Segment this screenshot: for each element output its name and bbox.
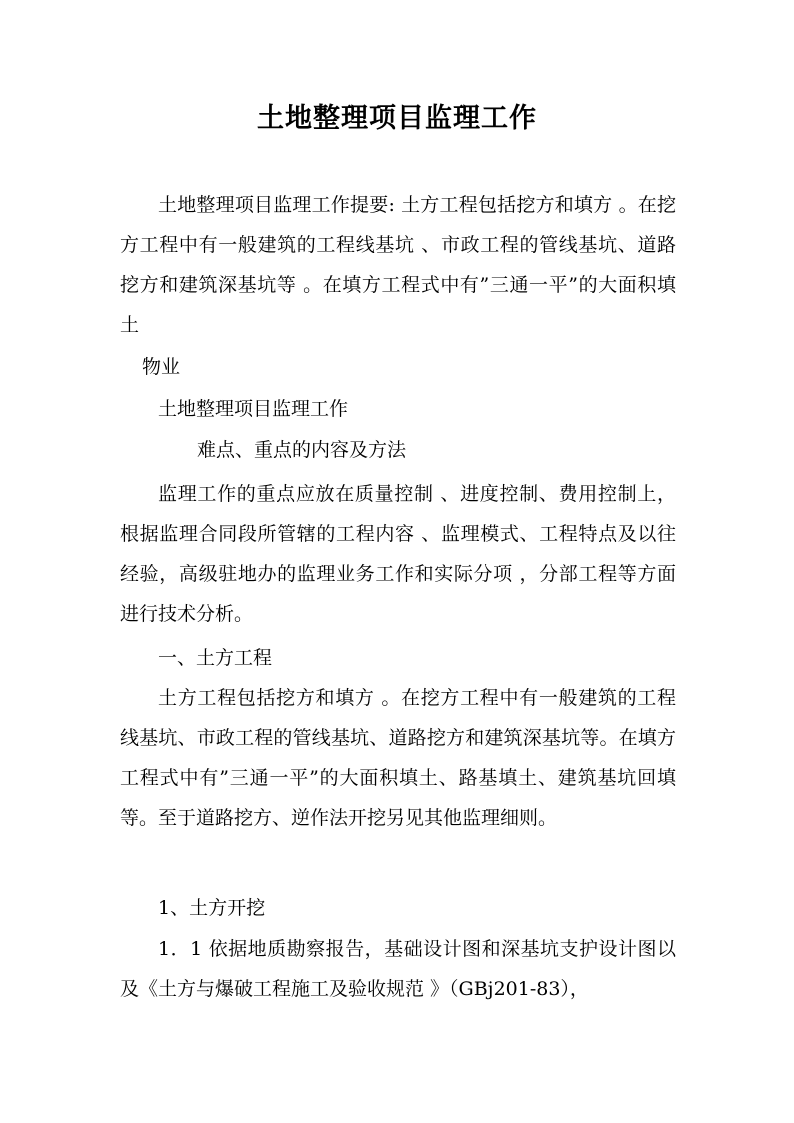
paragraph-excavation-basis: 1．1 依据地质勘察报告，基础设计图和深基坑支护设计图以及《土方与爆破工程施工及验收规范 》（GBj201-83）， [120,938,676,1000]
summary-paragraph: 土地整理项目监理工作提要: 土方工程包括挖方和填方 。在挖方工程中有一般建筑的工程线基坑 、市政工程的管线基坑、道路挖方和建筑深基坑等 。在填方工程式中有”三通一平”的大面积填土 [120,194,676,336]
paragraph-quality-control: 监理工作的重点应放在质量控制 、进度控制、费用控制上，根据监理合同段所管辖的工程内容 、监理模式、工程特点及以往经验，高级驻地办的监理业务工作和实际分项 ，分部工程等方面进行技术分析。 [120,483,676,625]
subtitle-line: 土地整理项目监理工作 [158,398,349,420]
section-heading-earthwork: 一、土方工程 [158,647,273,669]
difficulty-line: 难点、重点的内容及方法 [197,439,407,461]
subsection-heading-excavation: 1、土方开挖 [158,897,266,919]
property-line: 物业 [142,356,181,378]
paragraph-earthwork: 土方工程包括挖方和填方 。在挖方工程中有一般建筑的工程线基坑、市政工程的管线基坑、道路挖方和建筑深基坑等。在填方工程式中有”三通一平”的大面积填土、路基填土、建筑基坑回填等。至于道路挖方、逆作法开挖另见其他监理细则。 [120,687,676,829]
document-title: 土地整理项目监理工作 [257,103,537,134]
